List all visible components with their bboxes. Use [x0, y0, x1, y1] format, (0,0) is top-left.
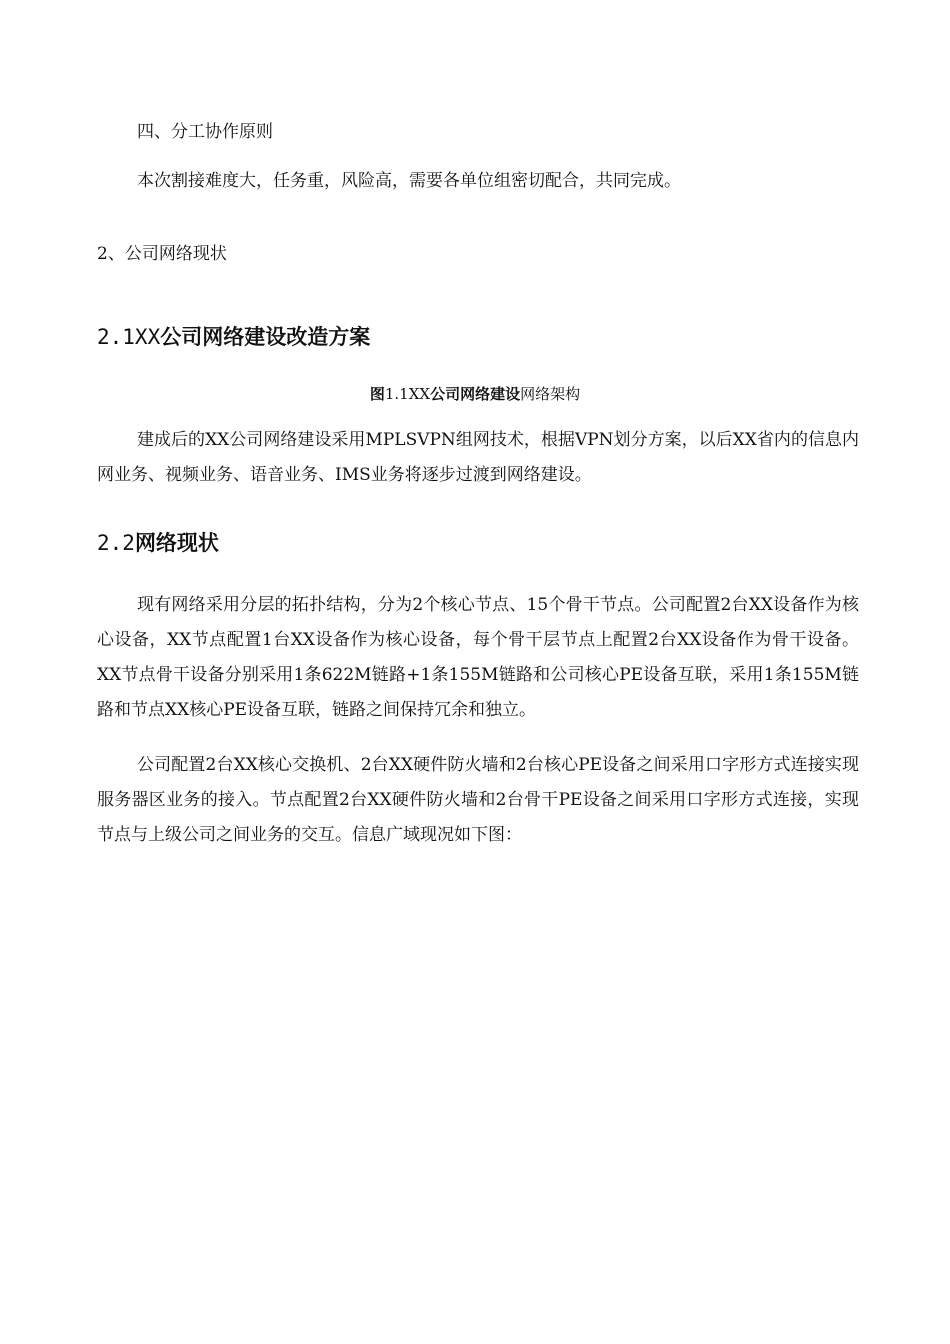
figure-caption [0, 383, 950, 405]
heading-2-2 [97, 529, 219, 557]
heading-2-1-title: 公司网络建设改造方案 [160, 325, 371, 349]
heading-2-2-title: 网络现状 [134, 531, 219, 555]
status-paragraph-2: 公司配置2台XX核心交换机、2台XX硬件防火墙和2台核心PE设备之间采用口字形方式连接实现服务器区业务的接入。节点配置2台XX硬件防火墙和2台骨干PE设备之间采用口字形方式连接，实现节点与上级公司之间业务的交互。信息广域现况如下图： [97, 755, 859, 845]
intro-paragraph: 建成后的XX公司网络建设采用MPLSVPN组网技术，根据VPN划分方案，以后XX省内的信息内网业务、视频业务、语音业务、IMS业务将逐步过渡到网络建设。 [97, 430, 859, 485]
heading-2-1-number: 2.1XX [97, 325, 161, 349]
heading-2-1 [97, 323, 370, 351]
heading-2-2-number: 2.2 [97, 531, 135, 555]
status-paragraph-1: 现有网络采用分层的拓扑结构，分为2个核心节点、15个骨干节点。公司配置2台XX设备作为核心设备，XX节点配置1台XX设备作为核心设备，每个骨干层节点上配置2台XX设备作为骨干设备。XX节点骨干设备分别采用1条622M链路+1条155M链路和公司核心PE设备互联，采用1条155M链路和节点XX核心PE设备互联，链路之间保持冗余和独立。 [97, 595, 859, 720]
section-4-text: 本次割接难度大，任务重，风险高，需要各单位组密切配合，共同完成。 [137, 171, 681, 191]
figure-caption-rest: 网络架构 [520, 385, 581, 403]
section-heading-2: 2、公司网络现状 [97, 244, 227, 264]
figure-caption-number: 1.1XX [384, 385, 431, 403]
section-heading-4: 四、分工协作原则 [137, 122, 273, 142]
figure-caption-bold-title: 公司网络建设 [430, 385, 521, 403]
figure-caption-prefix: 图 [369, 385, 385, 403]
